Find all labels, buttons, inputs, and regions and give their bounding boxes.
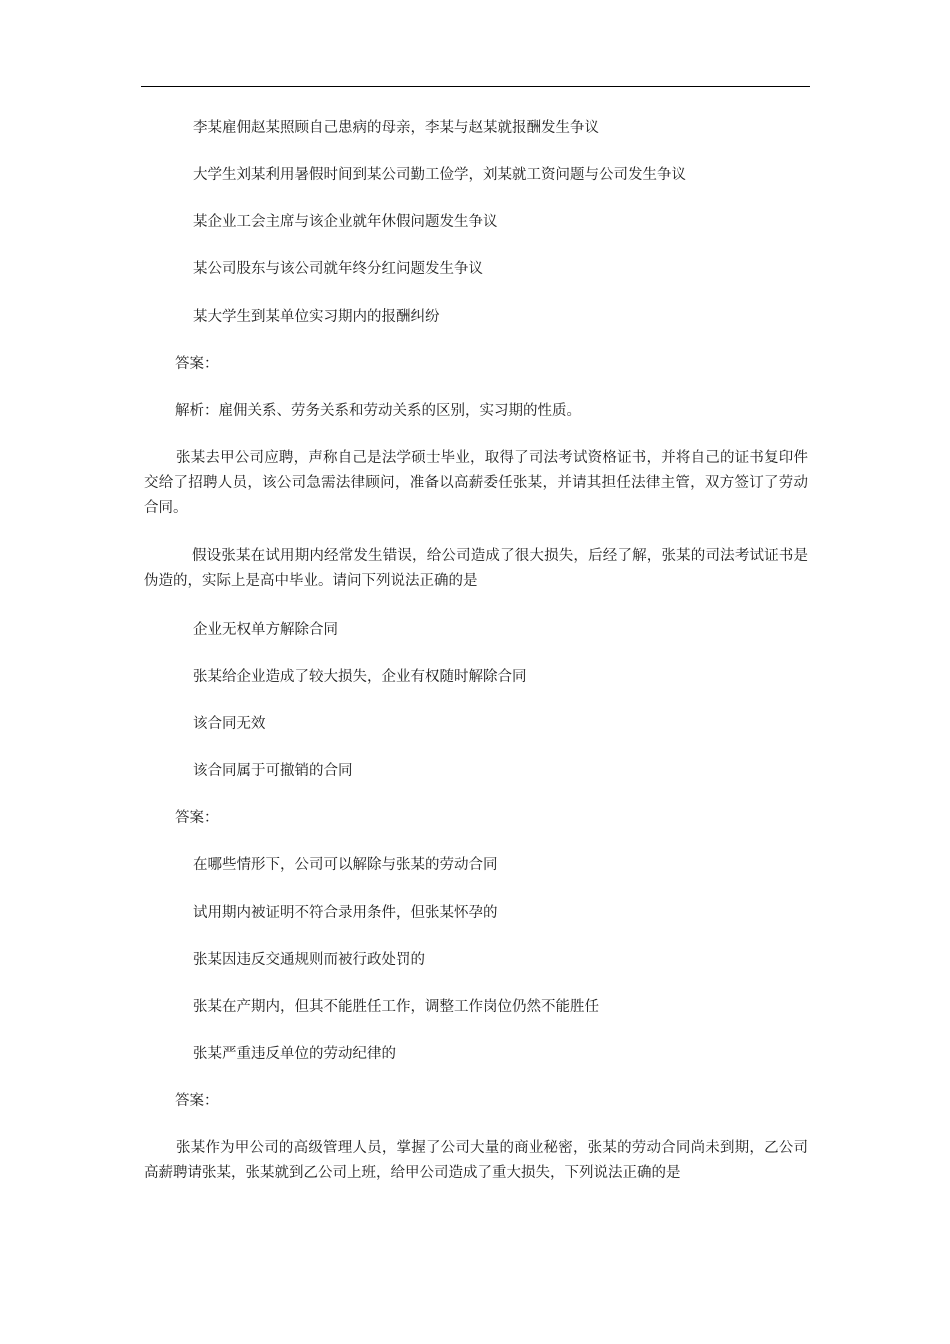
option-line: 某大学生到某单位实习期内的报酬纠纷	[193, 309, 440, 325]
option-line: 张某因违反交通规则而被行政处罚的	[193, 952, 425, 968]
option-line: 该合同属于可撤销的合同	[193, 763, 353, 779]
option-line: 张某严重违反单位的劳动纪律的	[193, 1046, 396, 1062]
analysis-text: 解析：雇佣关系、劳务关系和劳动关系的区别，实习期的性质。	[175, 403, 581, 419]
option-line: 某公司股东与该公司就年终分红问题发生争议	[193, 261, 483, 277]
option-line: 大学生刘某利用暑假时间到某公司勤工俭学，刘某就工资问题与公司发生争议	[193, 167, 686, 183]
option-line: 某企业工会主席与该企业就年休假问题发生争议	[193, 214, 498, 230]
answer-label: 答案：	[175, 810, 219, 826]
question-paragraph: 假设张某在试用期内经常发生错误，给公司造成了很大损失，后经了解，张某的司法考试证书是伪造的，实际上是高中毕业。请问下列说法正确的是	[144, 548, 808, 589]
answer-label: 答案：	[175, 1093, 219, 1109]
question-paragraph: 张某作为甲公司的高级管理人员，掌握了公司大量的商业秘密，张某的劳动合同尚未到期，乙公司高薪聘请张某，张某就到乙公司上班，给甲公司造成了重大损失，下列说法正确的是	[144, 1140, 808, 1181]
option-line: 李某雇佣赵某照顾自己患病的母亲，李某与赵某就报酬发生争议	[193, 120, 599, 136]
header-rule	[141, 86, 810, 87]
option-line: 该合同无效	[193, 716, 266, 732]
option-line: 张某在产期内，但其不能胜任工作，调整工作岗位仍然不能胜任	[193, 999, 599, 1015]
option-line: 企业无权单方解除合同	[193, 622, 338, 638]
question-line: 在哪些情形下，公司可以解除与张某的劳动合同	[193, 857, 498, 873]
case-intro-paragraph: 张某去甲公司应聘，声称自己是法学硕士毕业，取得了司法考试资格证书，并将自己的证书复印件交给了招聘人员，该公司急需法律顾问，准备以高薪委任张某，并请其担任法律主管，双方签订了劳动合同。	[144, 450, 808, 516]
option-line: 张某给企业造成了较大损失，企业有权随时解除合同	[193, 669, 527, 685]
option-line: 试用期内被证明不符合录用条件，但张某怀孕的	[193, 905, 498, 921]
answer-label: 答案：	[175, 356, 219, 372]
